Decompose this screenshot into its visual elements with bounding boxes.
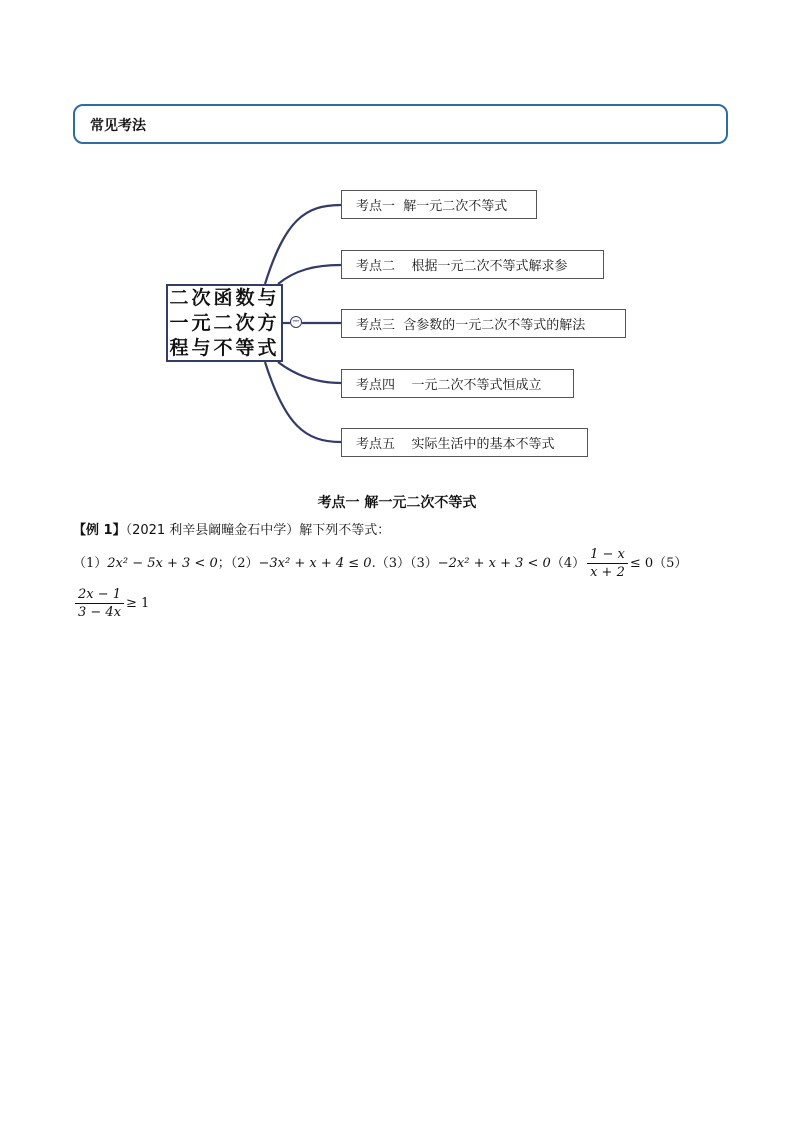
problem-5-prefix: （5） xyxy=(653,556,688,571)
problem-4-numerator: 1 − x xyxy=(587,546,628,564)
problem-5-relation: ≥ 1 xyxy=(126,596,150,611)
example-label: 【例 1】 xyxy=(73,523,126,538)
root-line-3: 程与不等式 xyxy=(169,336,280,359)
problem-5-fraction xyxy=(75,586,124,621)
branch-topic-5: 考点五 实际生活中的基本不等式 xyxy=(341,428,588,457)
problem-2-expr: −3x² + x + 4 ≤ 0 xyxy=(258,556,372,571)
connector-4 xyxy=(278,362,341,383)
problem-4-denominator: x + 2 xyxy=(590,565,625,580)
mindmap-connectors xyxy=(0,0,794,480)
section-title: 考点一 解一元二次不等式 xyxy=(317,495,477,511)
root-line-1: 二次函数与 xyxy=(169,286,280,309)
problem-5-numerator: 2x − 1 xyxy=(75,586,124,604)
problem-1-expr: 2x² − 5x + 3 < 0 xyxy=(107,556,218,571)
problem-4-prefix: （4） xyxy=(550,556,586,571)
problem-line-2 xyxy=(73,586,149,621)
root-line-2: 一元二次方 xyxy=(169,311,280,334)
example-heading xyxy=(73,519,390,538)
branch-topic-2: 考点二 根据一元二次不等式解求参 xyxy=(341,250,604,279)
problem-4-fraction xyxy=(587,546,628,581)
branch-topic-1: 考点一 解一元二次不等式 xyxy=(341,190,537,219)
problem-line-1 xyxy=(73,546,733,581)
branch-topic-4: 考点四 一元二次不等式恒成立 xyxy=(341,369,574,398)
header-title: 常见考法 xyxy=(90,118,146,134)
mindmap-root xyxy=(166,284,283,362)
example-source: （2021 利辛县阚疃金石中学）解下列不等式： xyxy=(125,523,391,538)
branch-topic-3: 考点三 含参数的一元二次不等式的解法 xyxy=(341,309,626,338)
collapse-icon[interactable]: − xyxy=(291,316,301,327)
connector-2 xyxy=(278,265,341,284)
connector-5 xyxy=(265,362,341,442)
problem-3-prefix: .（3）（3） xyxy=(371,556,438,571)
problem-4-relation: ≤ 0 xyxy=(629,556,654,571)
connector-1 xyxy=(265,205,341,284)
problem-2-prefix: ；（2） xyxy=(217,556,259,571)
problem-1-prefix: （1） xyxy=(73,556,108,571)
problem-5-denominator: 3 − 4x xyxy=(78,605,122,620)
problem-3-expr: −2x² + x + 3 < 0 xyxy=(437,556,551,571)
